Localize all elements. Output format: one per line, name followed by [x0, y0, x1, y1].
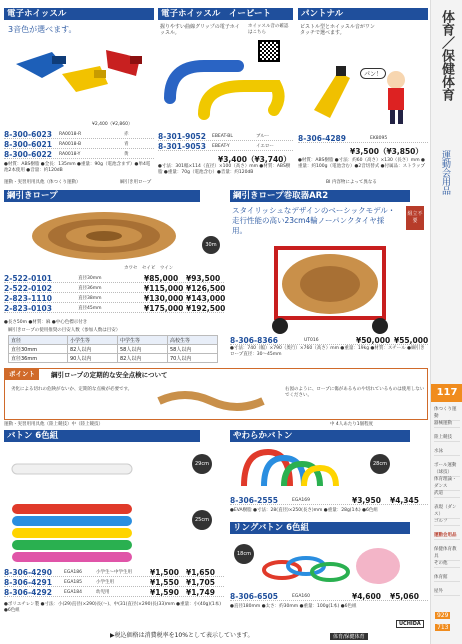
table-cell: 58人以内	[117, 345, 167, 354]
pantonal-image	[304, 52, 424, 128]
soft-baton-image	[234, 446, 354, 492]
point-label: ポイント	[5, 369, 39, 380]
reel-row	[230, 336, 428, 345]
reel-code: 8-306-8366	[230, 336, 278, 345]
soft-baton-size-badge: 28cm	[370, 454, 390, 474]
whistle-image	[12, 44, 152, 106]
brand-logo: UCHIDA	[396, 620, 424, 628]
reel-image	[250, 240, 410, 336]
rope-manufacturer: カワセ セイビ ウイン	[124, 266, 174, 271]
rope-price: ¥85,000	[144, 274, 179, 283]
sidebar-item[interactable]: その他	[434, 560, 460, 568]
reel-model: UT016	[304, 338, 319, 343]
rope-price: ¥175,000	[144, 304, 184, 313]
ebeat-row	[158, 142, 293, 151]
baton-size-badge: 29cm	[192, 454, 212, 474]
rope-price: ¥130,000	[144, 294, 184, 303]
rope-length-badge: 30m	[202, 236, 220, 254]
sidebar-item-active[interactable]: 運動会用品	[434, 532, 460, 540]
ebeat-section	[158, 8, 293, 178]
baton-spec: ●ポリエチレン製 ●寸法：小(29)直径(×290)長(〜)、中(31)直径(×290)長(33)mm ●重量：小(40g)(1本) ●6色組	[4, 602, 222, 613]
table-cell: 82人以内	[67, 345, 117, 354]
page-number: 117	[431, 384, 462, 402]
rope-price-tax: ¥93,500	[186, 274, 221, 283]
whistle-section	[4, 8, 154, 178]
table-header: 直径	[9, 336, 68, 345]
baton-model: EGA184	[64, 590, 82, 595]
point-text: 綱引ロープの定期的な安全点検について	[51, 371, 168, 379]
baton-code: 8-306-4291	[4, 578, 52, 587]
soft-baton-price-tax: ¥4,345	[390, 496, 419, 505]
sidebar-item[interactable]: 屋外	[434, 588, 460, 596]
whistle-catch: 3音色が選べます。	[8, 25, 77, 34]
ebeat-code: 8-301-9053	[158, 142, 206, 151]
ebeat-spec: ●寸法：301幅×114（直径）×100（高さ）mm ●材質：ABS樹脂 ●重量：70g（電池含む）●音量：約120dB	[158, 164, 291, 175]
rope-row	[4, 304, 224, 313]
ebeat-code: 8-301-9052	[158, 132, 206, 141]
pantonal-desc: ピストル型とホイッスル音がワンタッチで選べます。	[300, 24, 375, 36]
table-header: 小学生等	[67, 336, 117, 345]
ebeat-image	[164, 58, 288, 124]
rope-spec: ●長さ50m ●材質：麻 ●中心色標示付き	[4, 320, 88, 325]
rope-price: ¥115,000	[144, 284, 184, 293]
soft-baton-category: 中 4人あたり1個程度	[330, 422, 374, 427]
sidebar-title: 体育／保健体育	[439, 10, 454, 101]
rope-section	[4, 190, 224, 365]
ebeat-price: ¥3,400（¥3,740）	[218, 155, 291, 164]
table-cell: 直径30mm	[9, 345, 68, 354]
baton-code: 8-306-4292	[4, 588, 52, 597]
whistle-code: 8-300-6021	[4, 140, 52, 149]
reel-title: 綱引きロープ巻取器AR2	[230, 190, 410, 202]
rope-diameter: 直径45mm	[78, 306, 102, 311]
sidebar-item[interactable]: ゴルフ	[434, 518, 460, 526]
sidebar-item[interactable]: ボール運動（球技）	[434, 462, 460, 477]
whistle-color: 青	[124, 142, 129, 147]
baton-model: EGA185	[64, 580, 82, 585]
whistle-title: 電子ホイッスル	[4, 8, 154, 20]
rope-image	[24, 206, 184, 264]
whistle-price-header: ¥2,400（¥2,860）	[92, 122, 133, 127]
point-sub: 劣化による切れの危険がないか、定期的な点検が必要です。	[11, 387, 133, 392]
baton-price: ¥1,590	[150, 588, 179, 597]
whistle-row	[4, 140, 154, 149]
sidebar-item[interactable]: 武道	[434, 490, 460, 498]
rope-damage-image	[155, 383, 265, 417]
rope-diameter: 直径38mm	[78, 296, 102, 301]
rope-code: 2-522-0102	[4, 284, 52, 293]
rope-subcategory: 綱引き用ロープ	[120, 180, 152, 185]
baton-price-tax: ¥1,749	[186, 588, 215, 597]
rope-row	[4, 294, 224, 303]
whistle-code: 8-300-6023	[4, 130, 52, 139]
whistle-model: RA0018-B	[59, 142, 82, 147]
reel-headline: スタイリッシュなデザインのベーシックモデル・走行性能の高い23cm4輪ノーパンクタイヤ採用。	[232, 206, 396, 235]
baton-row	[4, 568, 224, 577]
table-cell: 82人以内	[117, 354, 167, 363]
rope-usage-table	[8, 335, 218, 363]
pantonal-price: ¥3,500（¥3,850）	[350, 147, 423, 156]
table-cell: 70人以内	[167, 354, 217, 363]
ebeat-row	[158, 132, 293, 141]
reel-spec: ●寸法：740（幅）×790（奥行）×760（高さ）mm ●重量：19kg ●材質：スチール ●綱引きロープ直径：30〜45mm	[230, 346, 425, 357]
pantonal-section	[298, 8, 428, 178]
table-row	[9, 354, 218, 363]
ebeat-qr-note: ホイッスル音の確認はこちら	[248, 24, 289, 35]
ring-baton-price-tax: ¥5,060	[390, 592, 419, 601]
table-cell: 58人以内	[167, 345, 217, 354]
whistle-color: 赤	[124, 132, 129, 137]
ebeat-title: 電子ホイッスル イービート	[158, 8, 293, 20]
ebeat-model: EBEAT-Y	[212, 144, 230, 149]
sidebar-item[interactable]: 体つくり運動	[434, 406, 460, 421]
baton-size-badge: 25cm	[192, 510, 212, 530]
sidebar-item[interactable]: 陸上競技	[434, 434, 460, 442]
whistle-spec: ●材質：ABS樹脂 ●全長：135mm ●重量：90g（電池含まず）●単4電池2本使用 ●音量：約120dB	[4, 162, 151, 173]
ebeat-desc: 握りやすい曲線グリップの電子ホイッスル。	[160, 24, 240, 36]
baton-code: 8-306-4290	[4, 568, 52, 577]
rope-diameter: 直径36mm	[78, 286, 102, 291]
rope-price-tax: ¥126,500	[186, 284, 226, 293]
table-header: 中学生等	[117, 336, 167, 345]
table-row	[9, 345, 218, 354]
whistle-model: RA0018-R	[59, 132, 82, 137]
bottom-page-ref[interactable]: 929	[437, 612, 449, 619]
soft-baton-spec: ●EVA樹脂 ●寸法：28(直径)×250(長さ)mm ●重量：28g(1本) ●6色組	[230, 508, 378, 513]
sidebar-item[interactable]: 体育館	[434, 574, 460, 582]
reel-corner-badge: 組立不要	[406, 206, 424, 230]
sidebar-item[interactable]: 保健体育教具	[434, 546, 460, 561]
ebeat-color: ブルー	[256, 134, 270, 139]
baton-title: バトン 6色組	[4, 430, 200, 442]
table-cell: 直径36mm	[9, 354, 68, 363]
soft-baton-title: やわらかバトン	[230, 430, 410, 442]
whistle-model: RA0018-Y	[59, 152, 81, 157]
point-box	[4, 368, 428, 420]
sidebar	[430, 0, 462, 644]
sidebar-item[interactable]: 表現（ダンス）	[434, 504, 460, 519]
sidebar-item[interactable]: 体育理論・ダンス	[434, 476, 460, 491]
reel-badge: BI 内容物によって異なる	[326, 180, 377, 185]
soft-baton-section	[230, 430, 428, 520]
baton-row	[4, 588, 224, 597]
sidebar-subtitle: 運動会用品	[440, 150, 450, 195]
rope-title: 綱引きロープ	[4, 190, 200, 202]
baton-target: 小学生用	[96, 580, 114, 585]
reel-section	[230, 180, 428, 360]
rope-diameter: 直径30mm	[78, 276, 102, 281]
bottom-page-ref[interactable]: 713	[437, 624, 449, 631]
ring-baton-code: 8-306-6505	[230, 592, 278, 601]
soft-baton-code: 8-306-2555	[230, 496, 278, 505]
reel-price-tax: ¥55,000	[394, 336, 429, 345]
baton-target: 幼児用	[96, 590, 110, 595]
pantonal-spec: ●材質：ABS樹脂 ●寸法：約60（高さ）×130（長さ）mm ●重量：約100g（電池含む）●2音切替式 ●付属品：ストラップ	[298, 158, 425, 169]
baton-category: 運動・実習用用具他（陸上競技）中（陸上競技）	[4, 422, 103, 427]
rope-code: 2-522-0101	[4, 274, 52, 283]
sidebar-item[interactable]: 水泳	[434, 448, 460, 456]
ring-baton-spec: ●直径180mm ●太さ：約30mm ●重量：100g(1本) ●6色組	[230, 604, 357, 609]
soft-baton-price: ¥3,950	[352, 496, 381, 505]
ring-baton-price: ¥4,600	[352, 592, 381, 601]
rope-price-tax: ¥192,500	[186, 304, 226, 313]
pantonal-bubble: パン！	[360, 68, 386, 79]
rope-category: 運動・実習用用具他（体つくり運動）	[4, 180, 81, 185]
whistle-yellow	[62, 66, 108, 92]
pantonal-code: 8-306-4289	[298, 134, 346, 143]
baton-section	[4, 430, 224, 630]
baton-image	[8, 444, 184, 564]
whistle-red	[106, 50, 142, 76]
ring-baton-title: リングバトン 6色組	[230, 522, 410, 534]
soft-baton-row	[230, 496, 428, 505]
footer-tag: 体育/保健体育	[330, 633, 368, 640]
soft-baton-model: EGA169	[292, 498, 310, 503]
rope-code: 2-823-1110	[4, 294, 52, 303]
whistle-code: 8-300-6022	[4, 150, 52, 159]
rope-row	[4, 274, 224, 283]
whistle-blue	[16, 52, 66, 78]
ring-baton-model: EGA160	[292, 594, 310, 599]
whistle-row	[4, 150, 154, 159]
pantonal-model: EK8095	[370, 136, 388, 141]
table-header: 高校生等	[167, 336, 217, 345]
baton-price: ¥1,550	[150, 578, 179, 587]
baton-model: EGA186	[64, 570, 82, 575]
ring-baton-image	[260, 538, 410, 586]
pantonal-title: パントナル	[298, 8, 428, 20]
ebeat-model: EBEAT-BL	[212, 134, 233, 139]
baton-price: ¥1,500	[150, 568, 179, 577]
rope-table-title: 綱引きロープの使用推奨の目安人数（参加人数は目安）	[8, 328, 121, 333]
rope-code: 2-823-0103	[4, 304, 52, 313]
ring-baton-row	[230, 592, 428, 601]
footer-note: ▶税込価格は消費税率を10%として表示しています。	[110, 632, 254, 639]
ring-baton-size-badge: 18cm	[234, 544, 254, 564]
table-cell: 90人以内	[67, 354, 117, 363]
baton-price-tax: ¥1,705	[186, 578, 215, 587]
baton-target: 小学生〜中学生用	[96, 570, 132, 575]
rope-row	[4, 284, 224, 293]
sidebar-item[interactable]: 器械運動	[434, 420, 460, 428]
whistle-color: 黄	[124, 152, 129, 157]
reel-price: ¥50,000	[356, 336, 391, 345]
whistle-row	[4, 130, 154, 139]
point-caption: 右図のように、ロープに傷があるものや切れているものは使用しないでください。	[285, 387, 425, 398]
baton-row	[4, 578, 224, 587]
ring-baton-section	[230, 522, 428, 614]
ebeat-color: イエロー	[256, 144, 274, 149]
rope-price-tax: ¥143,000	[186, 294, 226, 303]
pantonal-row	[298, 134, 428, 143]
baton-price-tax: ¥1,650	[186, 568, 215, 577]
